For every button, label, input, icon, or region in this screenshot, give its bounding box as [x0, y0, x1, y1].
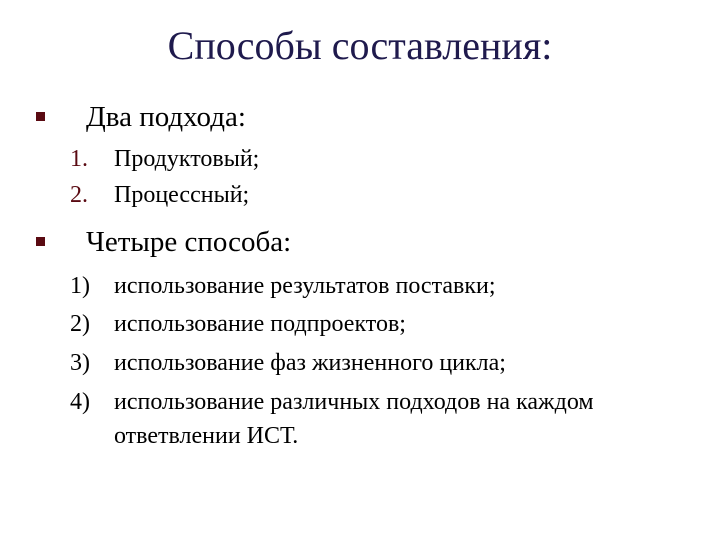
- square-bullet-icon: [36, 112, 45, 121]
- list-item-number: 3): [70, 350, 90, 376]
- list-item-number: 2.: [70, 182, 88, 208]
- list-item-text: ответвлении ИСТ.: [114, 423, 299, 449]
- list-item-text: Продуктовый;: [114, 146, 260, 172]
- list-item-number: 1): [70, 273, 90, 299]
- list-item-text: использование различных подходов на каждом: [114, 389, 594, 415]
- list-item-text: Процессный;: [114, 182, 250, 208]
- list-item-number: 1.: [70, 146, 88, 172]
- square-bullet-icon: [36, 237, 45, 246]
- list-item-number: 2): [70, 311, 90, 337]
- list-item-text: использование подпроектов;: [114, 311, 406, 337]
- section-heading: Четыре способа:: [86, 226, 292, 258]
- section-heading: Два подхода:: [86, 101, 246, 133]
- list-item-number: 4): [70, 389, 90, 415]
- list-item-text: использование фаз жизненного цикла;: [114, 350, 506, 376]
- slide-title: Способы составления:: [167, 23, 553, 68]
- list-item-text: использование результатов поставки;: [114, 273, 496, 299]
